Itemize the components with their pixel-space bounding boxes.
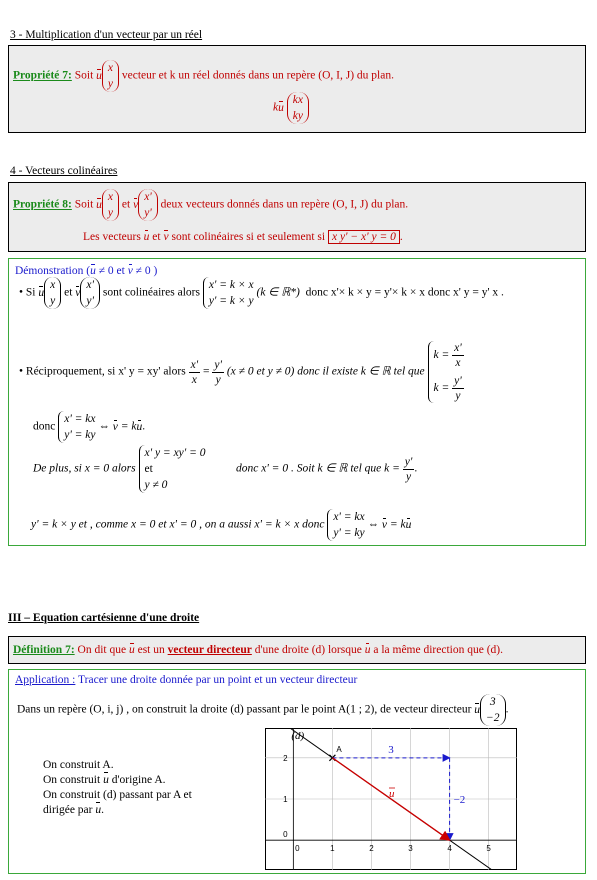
property-7-text: vecteur et k un réel donnés dans un repère (O, I, J) du plan. <box>121 69 394 82</box>
x-tick-label: 0 <box>295 844 300 854</box>
property-7-line <box>13 60 394 92</box>
application-box <box>8 669 586 874</box>
colinearity-condition: x y' − x' y = 0 <box>328 230 400 244</box>
y-tick-label: 0 <box>283 830 288 840</box>
demo-last-line: y' = k × y et , comme x = 0 et x' = 0 , on a aussi x' = k × x donc x' = kx y' = ky ⇔ v = ku <box>31 511 412 539</box>
definition-7-box <box>8 636 586 664</box>
vector-u: u <box>96 70 102 82</box>
x-tick-label: 5 <box>486 844 491 854</box>
x-tick-label: 1 <box>330 844 335 854</box>
application-title: Application : Tracer une droite donnée par un point et un vecteur directeur <box>15 674 358 686</box>
demo-bullet-2: • Réciproquement, si x' y = xy' alors $\frac{x'}{x}$ = $\frac{y'}{y}$ (x ≠ 0 et y ≠ 0) donc il existe k ∈ ℝ tel que k = $\frac{x'}{x}$ k = $\frac{y'}{y}$ <box>19 342 462 402</box>
property-7-label: Propriété 7: <box>13 69 72 82</box>
definition-7-line: Définition 7: On dit que u est un vecteur directeur d'une droite (d) lorsque u a la même direction que (d). <box>13 644 503 656</box>
x-tick-label: 2 <box>369 844 374 854</box>
x-tick-label: 4 <box>447 844 452 854</box>
line-d-label: (d) <box>291 730 305 743</box>
dy-label: −2 <box>453 794 466 806</box>
demo-bullet-1: • Si u x y et v x' y' sont colinéaires alors x' = k × x y' = k × y (k ∈ ℝ*) donc x'× k × y = y'× k × x donc x' y = y' x . <box>19 279 504 307</box>
section-title-4: 4 - Vecteurs colinéaires <box>10 165 118 177</box>
vector-u: u <box>96 199 102 211</box>
property-7-result: ku kx ky <box>273 92 309 124</box>
application-intro: Dans un repère (O, i, j) , on construit la droite (d) passant par le point A(1 ; 2), de vecteur directeur u 3 −2 . <box>17 696 509 724</box>
property-7-soit: Soit <box>74 69 94 82</box>
vector-u-label: u <box>389 788 395 800</box>
step-1: On construit A. <box>43 759 114 771</box>
demo-donc-line: donc x' = kx y' = ky ⇔ v = ku. <box>33 413 146 441</box>
property-8-line2: Les vecteurs u et v sont colinéaires si et seulement si x y' − x' y = 0 . <box>83 231 403 243</box>
step-2: On construit u d'origine A. <box>43 774 166 786</box>
property-8-line1: Propriété 8: Soit u x y et v x' y' deux vecteurs donnés dans un repère (O, I, J) du plan. <box>13 191 409 219</box>
dx-label: 3 <box>388 743 394 756</box>
step-3: On construit (d) passant par A et <box>43 789 192 801</box>
property-8-box <box>8 182 586 252</box>
x-tick-label: 3 <box>408 844 413 854</box>
point-A-label: A <box>336 744 342 754</box>
vector-v: v <box>133 199 139 211</box>
section-title-3: 3 - Multiplication d'un vecteur par un réel <box>10 29 203 41</box>
y-tick-label: 2 <box>283 753 288 763</box>
demo-de-plus-line: De plus, si x = 0 alors x' y = xy' = 0 et y ≠ 0 donc x' = 0 . Soit k ∈ ℝ tel que k = $\frac{y'}{y}$ . <box>33 447 418 491</box>
demonstration-box <box>8 258 586 546</box>
property-7-box <box>8 45 586 133</box>
demonstration-title: Démonstration (u ≠ 0 et v ≠ 0 ) <box>15 265 158 277</box>
property-8-label: Propriété 8: <box>13 198 72 211</box>
construction-graph <box>265 728 517 870</box>
vector-u-coords: u x y <box>96 60 119 92</box>
definition-7-label: Définition 7: <box>13 644 75 656</box>
y-tick-label: 1 <box>283 795 288 804</box>
application-steps <box>43 758 192 818</box>
section-title-III: III – Equation cartésienne d'une droite <box>8 612 200 624</box>
step-4: dirigée par u. <box>43 804 104 816</box>
